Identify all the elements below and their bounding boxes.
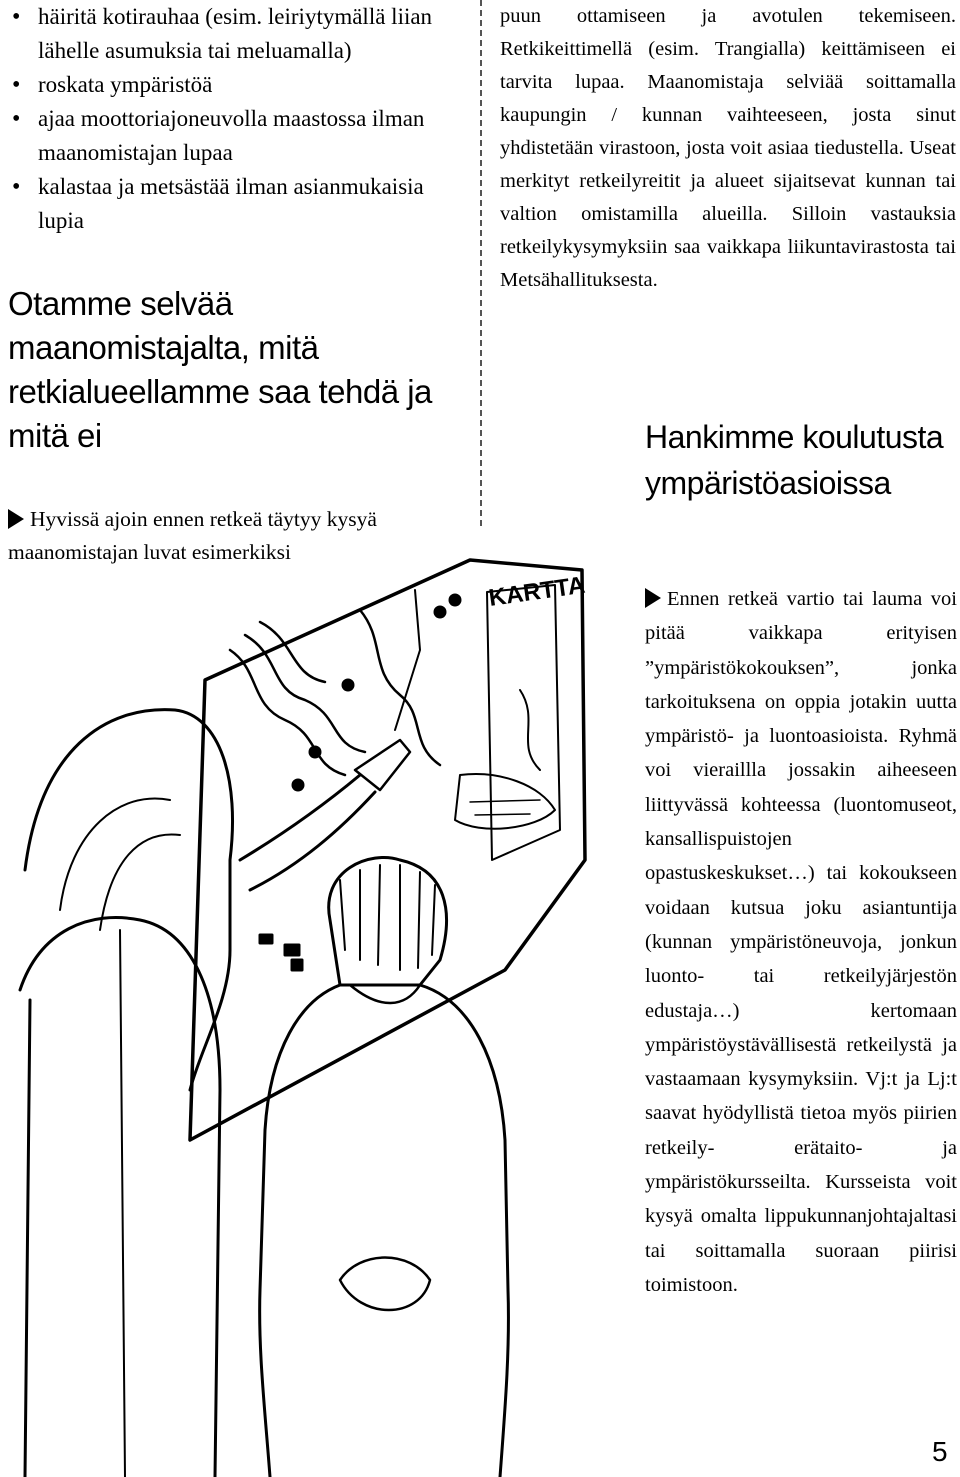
boy-body [260, 985, 340, 1477]
map-marker [285, 945, 299, 955]
section-heading-landowner: Otamme selvää maanomistajalta, mitä retkialueellamme saa tehdä ja mitä ei [8, 285, 432, 454]
map-marker [293, 780, 303, 790]
girl-hair-strand [60, 798, 170, 910]
boy-hair [329, 858, 447, 986]
contour-line [230, 650, 345, 775]
list-item: • häiritä kotirauhaa (esim. leiriytymällä liian lähelle asumuksia tai meluamalla) [8, 0, 470, 68]
boy-hands [340, 1258, 430, 1311]
girl-hand [355, 740, 410, 790]
map-legend-box [487, 585, 560, 860]
boy-hair-strands [340, 865, 435, 970]
triangle-bullet-icon [8, 509, 24, 529]
column-divider [480, 0, 482, 526]
list-item: • kalastaa ja metsästää ilman asianmukaisia lupia [8, 170, 470, 238]
training-paragraph: Ennen retkeä vartio tai lauma voi pitää vaikkapa erityisen ”ympäristökokouksen”, jonka tarkoituksena on oppia jotakin uutta ympäristö- ja luontoasioista. Ryhmä voi vieraillla jossakin aiheeseen liittyvässä kohteessa (luontomuseot, kansallispuistojen opastuskeskukset…) tai kokoukseen voidaan kutsua joku asiantuntija (kunnan ympäristöneuvoja, jonkun luonto- tai retkeilyjärjestön edustaja…) kertomaan ympäristöystävällisestä retkeilystä ja vastaamaan kysymyksiin. Vj:t ja Lj:t saavat hyödyllistä tietoa myös piirien retkeily- erätaito- ja ympäristökursseilta. Kursseista voit kysyä omalta lippukunnanjohtajaltasi tai soittamalla suoraan piirisi toimistoon. [645, 588, 957, 1296]
girl-jacket-line [120, 930, 125, 1477]
girl-body [25, 1000, 30, 1477]
map-marker [343, 680, 353, 690]
map-marker [310, 747, 320, 757]
map-path [395, 590, 420, 730]
map-label: KARTTA [487, 571, 587, 612]
list-item: • roskata ympäristöä [8, 68, 470, 102]
triangle-bullet-icon [645, 588, 661, 608]
map-marker [292, 960, 302, 970]
contour-line [520, 690, 540, 770]
map-marker [450, 595, 460, 605]
section-heading-training: Hankimme koulutusta ympäristöasioissa [645, 419, 944, 501]
map-illustration [0, 530, 640, 1477]
list-item: • ajaa moottoriajoneuvolla maastossa ilman maanomistajan lupaa [8, 102, 470, 170]
page-number: 5 [932, 1436, 948, 1467]
bullet-list [8, 0, 470, 238]
map-marker [260, 935, 272, 943]
boy-collar [350, 985, 420, 1003]
map-board [190, 560, 585, 1140]
map-marker [435, 607, 445, 617]
landowner-paragraph: puun ottamiseen ja avotulen tekemiseen. Retkikeittimellä (esim. Trangialla) keittämiseen ei tarvita lupaa. Maanomistaja selviää soittamalla kaupungin / kunnan vaihteeseen, josta sinut yhdistetään virastoon, josta voit asiaa tiedustella. Useat merkityt retkeilyreitit ja alueet sijaitsevat kunnan tai valtion omistamilla alueilla. Silloin vastauksia retkeilykysymyksiin saa vaikkapa liikuntavirastosta tai Metsähallituksesta. [500, 5, 956, 291]
intro-paragraph: Hyvissä ajoin ennen retkeä täytyy kysyä maanomistajan luvat esimerkiksi [8, 507, 377, 564]
lake-hatching [470, 800, 540, 815]
girl-hair-strand [100, 834, 180, 930]
boy-body [420, 985, 508, 1477]
